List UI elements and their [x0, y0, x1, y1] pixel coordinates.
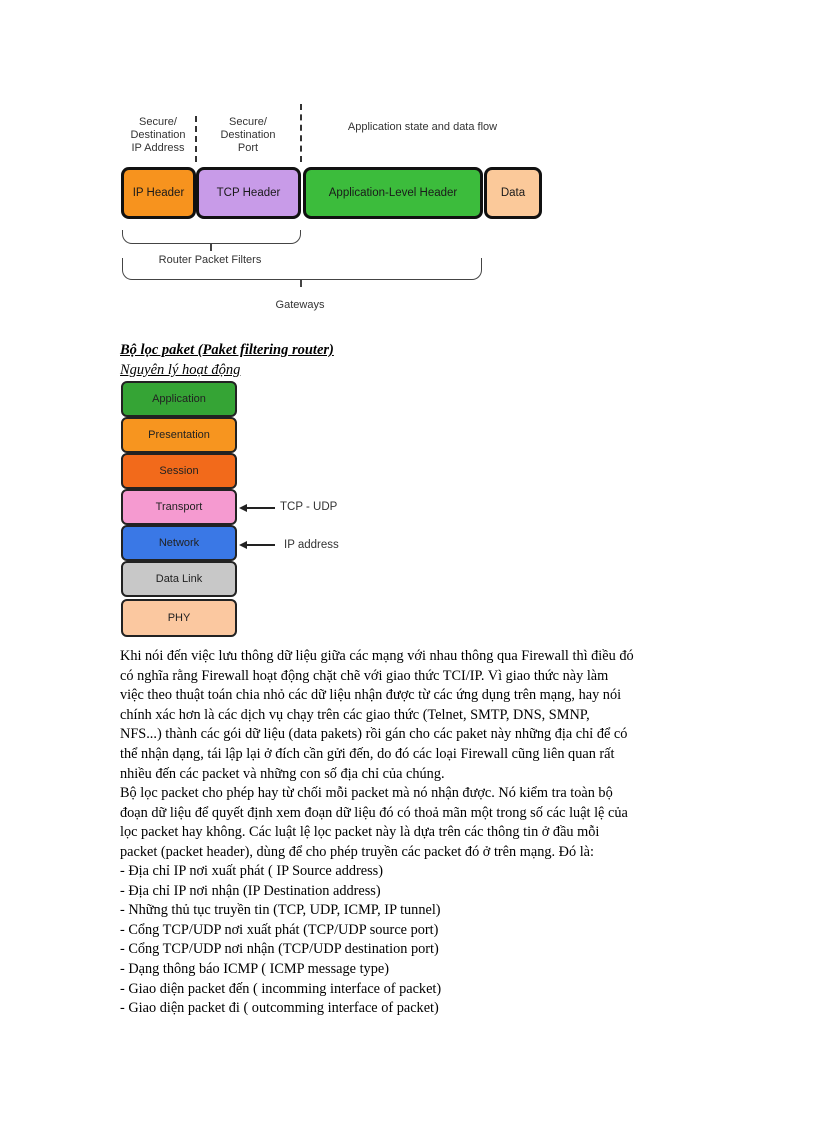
network-arrow-label: IP address [284, 539, 339, 551]
layer-presentation: Presentation [121, 417, 237, 453]
tcp-header-box: TCP Header [196, 167, 301, 219]
list-item: - Dạng thông báo ICMP ( ICMP message type) [120, 960, 389, 977]
section-heading: Bộ lọc paket (Paket filtering router) [120, 342, 334, 358]
list-item: - Những thủ tục truyền tin (TCP, UDP, ICMP, IP tunnel) [120, 902, 441, 919]
brace-tip-2 [300, 279, 302, 287]
filter-criteria-list [120, 862, 700, 1019]
list-item: - Cổng TCP/UDP nơi xuất phát (TCP/UDP source port) [120, 921, 439, 938]
label-app-state: Application state and data flow [347, 121, 498, 133]
ip-header-box: IP Header [121, 167, 196, 219]
divider-2 [300, 104, 302, 162]
label-port: Secure/ Destination Port [220, 116, 276, 154]
router-filters-label: Router Packet Filters [158, 254, 262, 266]
list-item: - Giao diện packet đến ( incomming interface of packet) [120, 980, 442, 997]
paragraph-firewall-intro: Khi nói đến việc lưu thông dữ liệu giữa các mạng với nhau thông qua Firewall thì điều đó có nghĩa rằng Firewall hoạt động chặt chẽ với giao thức TCI/IP. Vì giao thức này làm việc theo thuật toán chia nhỏ các dữ liệu nhận được từ các ứng dụng trên mạng, hay nói chính xác hơn là các dịch vụ chạy trên các giao thức (Telnet, SMTP, DNS, SMNP, NFS...) thành các gói dữ liệu (data pakets) rồi gán cho các paket này những địa chỉ để có thể nhận dạng, tái lập lại ở đích cần gửi đến, do đó các loại Firewall cũng liên quan rất nhiều đến các packet và những con số địa chỉ của chúng. [120, 648, 634, 782]
network-arrow-line [245, 544, 275, 546]
data-box: Data [484, 167, 542, 219]
layer-phy: PHY [121, 599, 237, 637]
layer-transport: Transport [121, 489, 237, 525]
layer-data-link: Data Link [121, 561, 237, 597]
brace-tip-1 [210, 243, 212, 251]
label-ip-address: Secure/ Destination IP Address [130, 116, 186, 154]
paragraph-packet-filter: Bộ lọc packet cho phép hay từ chối mỗi packet mà nó nhận được. Nó kiểm tra toàn bộ đoạn dữ liệu để quyết định xem đoạn dữ liệu đó có thoả mãn một trong số các luật lệ của lọc packet hay không. Các luật lệ lọc packet này là dựa trên các thông tin ở đầu mỗi packet (packet header), dùng để cho phép truyền các packet đó ở trên mạng. Đó là: [120, 785, 628, 860]
list-item: - Địa chỉ IP nơi xuất phát ( IP Source address) [120, 863, 383, 879]
gateways-brace [122, 258, 482, 280]
layer-session: Session [121, 453, 237, 489]
transport-arrow-label: TCP - UDP [280, 501, 338, 513]
router-filters-brace [122, 230, 301, 244]
divider-1 [195, 116, 197, 162]
application-header-box: Application-Level Header [303, 167, 483, 219]
list-item: - Giao diện packet đi ( outcomming interface of packet) [120, 1000, 439, 1017]
transport-arrow-line [245, 507, 275, 509]
list-item: - Cổng TCP/UDP nơi nhận (TCP/UDP destination port) [120, 941, 439, 958]
subsection-heading: Nguyên lý hoạt động [120, 362, 241, 378]
list-item: - Địa chỉ IP nơi nhận (IP Destination address) [120, 882, 381, 899]
layer-application: Application [121, 381, 237, 417]
gateways-label: Gateways [275, 299, 325, 311]
layer-network: Network [121, 525, 237, 561]
